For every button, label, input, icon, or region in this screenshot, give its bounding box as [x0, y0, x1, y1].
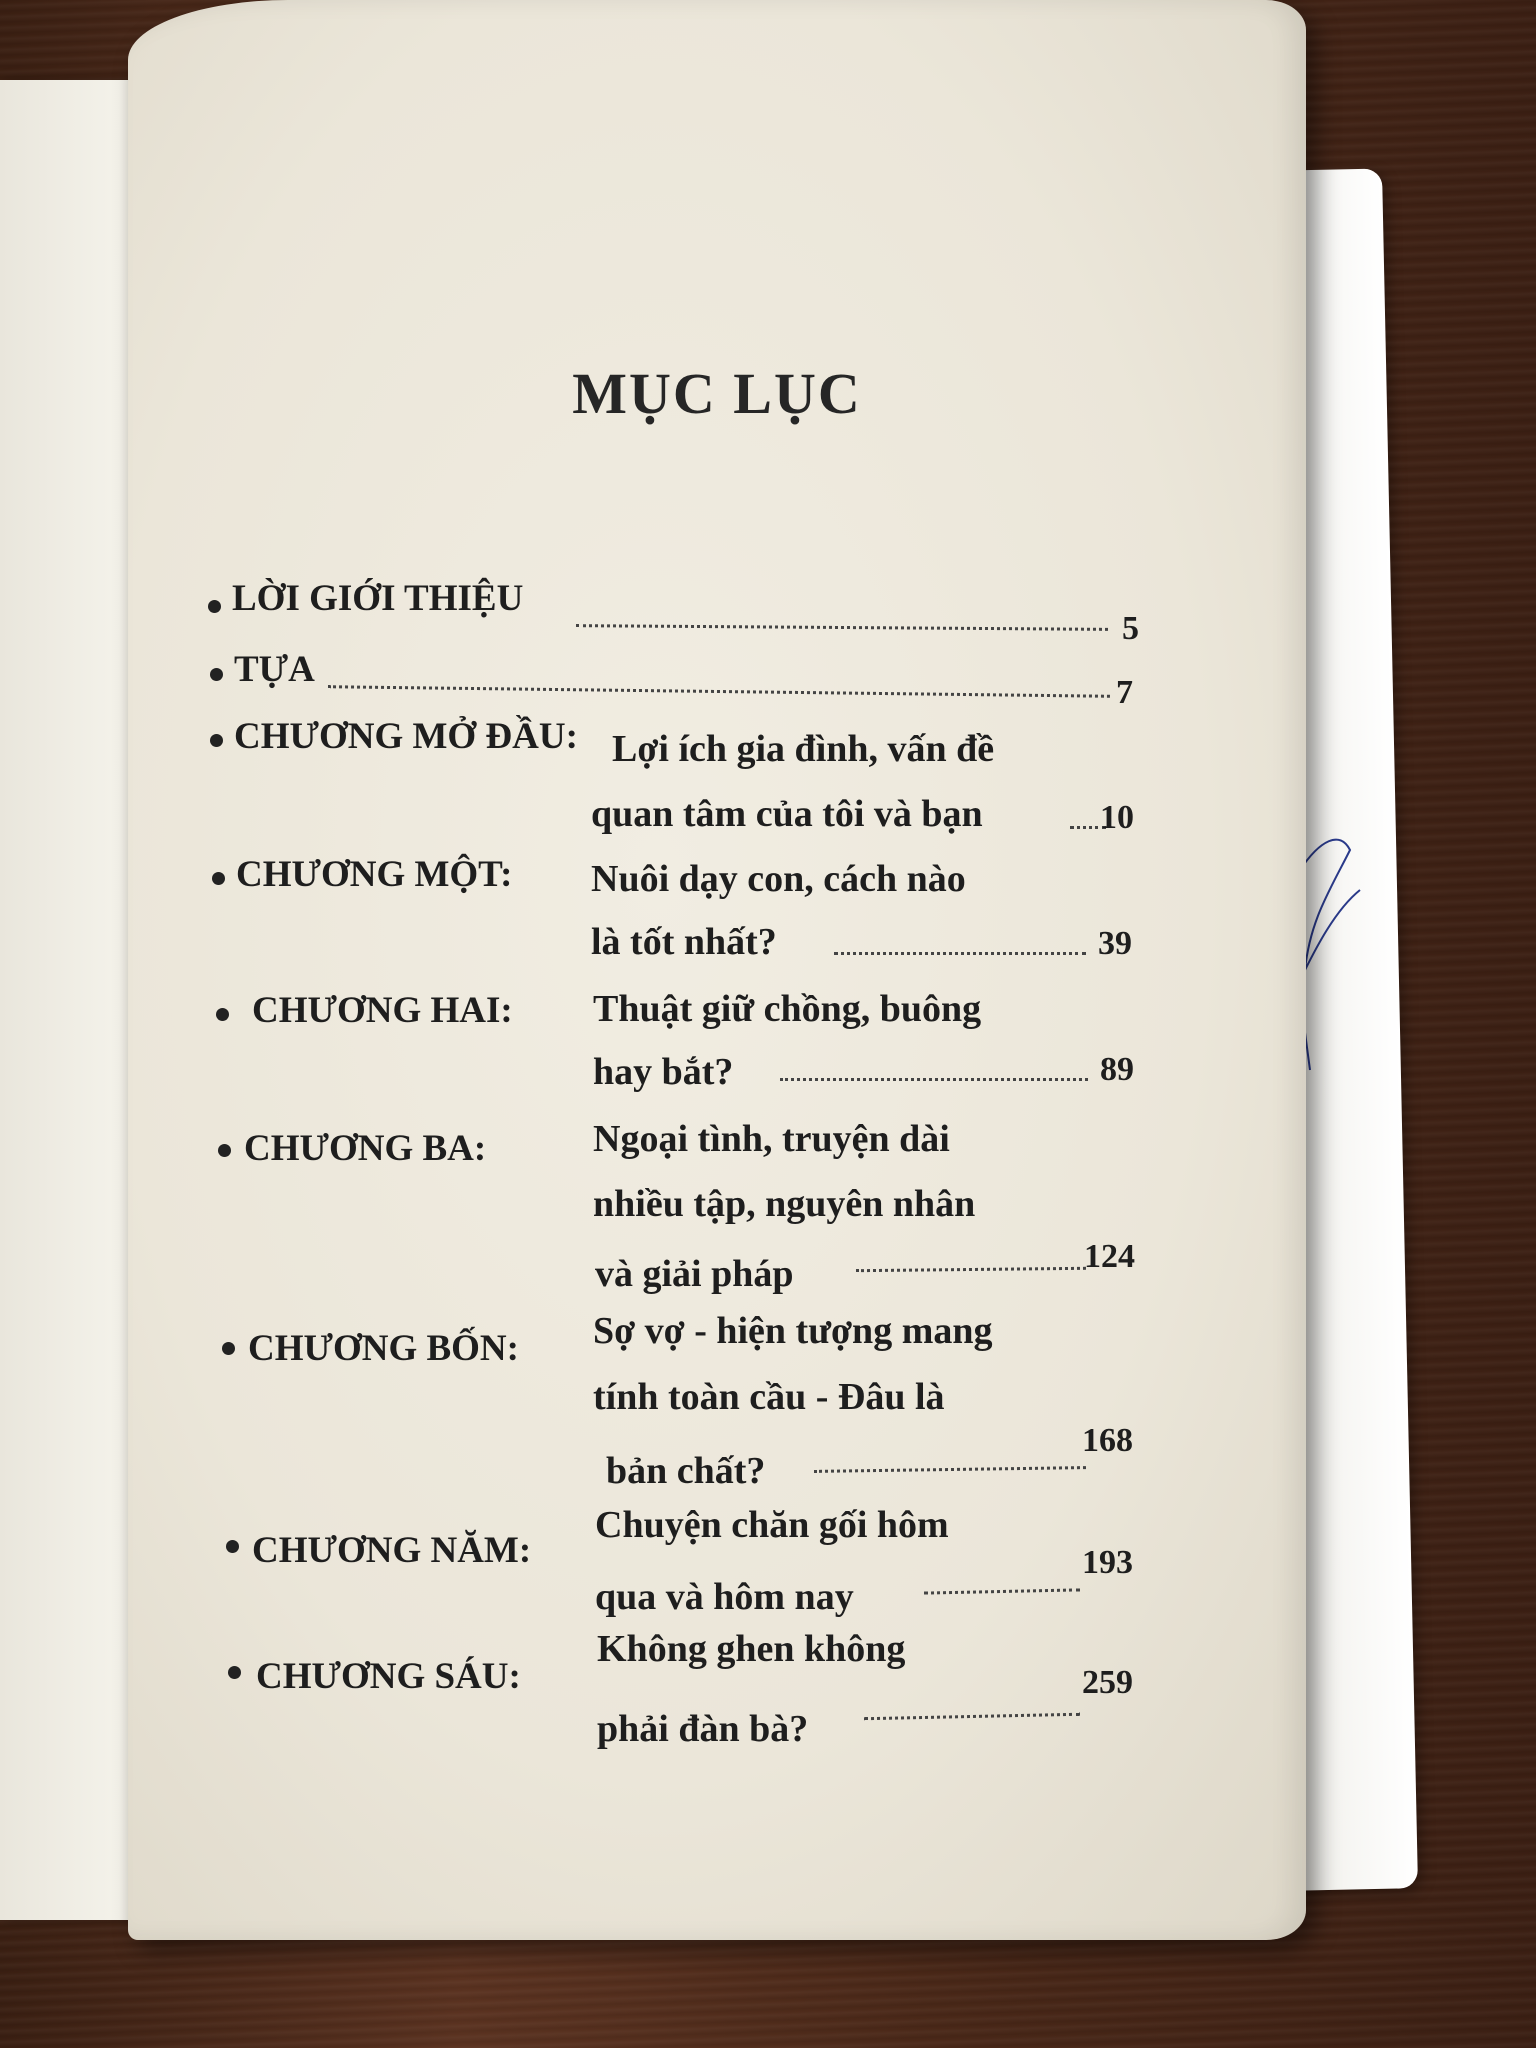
toc-label: CHƯƠNG BA:: [244, 1128, 487, 1169]
dot-leader: [328, 685, 1110, 698]
dot-leader: [924, 1588, 1080, 1594]
page-number: 193: [1082, 1544, 1133, 1581]
toc-label: CHƯƠNG HAI:: [252, 990, 513, 1031]
toc-label: CHƯƠNG BỐN:: [248, 1328, 519, 1369]
page-number: 124: [1084, 1238, 1135, 1275]
toc-description: Nuôi dạy con, cách nào: [591, 858, 966, 900]
dot-leader: [780, 1078, 1088, 1081]
toc-description: là tốt nhất?: [591, 921, 777, 963]
toc-label: TỰA: [234, 649, 315, 690]
bullet-icon: [222, 1342, 235, 1355]
toc-description: quan tâm của tôi và bạn: [591, 793, 983, 835]
bullet-icon: [210, 734, 223, 747]
bullet-icon: [218, 1144, 231, 1157]
toc-label: CHƯƠNG MỞ ĐẦU:: [234, 716, 578, 757]
bullet-icon: [212, 872, 225, 885]
bullet-icon: [216, 1008, 229, 1021]
page-title: MỤC LỤC: [572, 361, 862, 426]
toc-description: hay bắt?: [593, 1051, 734, 1093]
bullet-icon: [226, 1540, 239, 1553]
toc-label: CHƯƠNG SÁU:: [256, 1656, 521, 1697]
toc-description: Thuật giữ chồng, buông: [593, 988, 982, 1030]
dot-leader: [576, 624, 1108, 631]
toc-label: CHƯƠNG MỘT:: [236, 854, 513, 895]
page-number: 259: [1082, 1664, 1133, 1701]
page-number: 89: [1100, 1051, 1134, 1088]
dot-leader: [814, 1466, 1086, 1473]
toc-description: Ngoại tình, truyện dài: [593, 1118, 950, 1160]
dot-leader: [856, 1267, 1086, 1272]
page-number: 39: [1098, 925, 1132, 962]
toc-description: Lợi ích gia đình, vấn đề: [612, 728, 995, 770]
bullet-icon: [210, 668, 223, 681]
toc-description: phải đàn bà?: [597, 1708, 809, 1750]
book-page: [128, 0, 1306, 1940]
toc-description: Không ghen không: [597, 1628, 906, 1670]
page-number: 5: [1122, 610, 1139, 647]
toc-description: và giải pháp: [595, 1253, 794, 1295]
dot-leader: [864, 1713, 1080, 1721]
toc-description: nhiều tập, nguyên nhân: [593, 1183, 976, 1225]
toc-description: bản chất?: [606, 1450, 766, 1492]
toc-description: Sợ vợ - hiện tượng mang: [593, 1310, 993, 1352]
toc-label: CHƯƠNG NĂM:: [252, 1530, 532, 1571]
toc-description: tính toàn cầu - Đâu là: [593, 1376, 945, 1418]
page-number: 168: [1082, 1422, 1133, 1459]
toc-description: qua và hôm nay: [595, 1576, 854, 1618]
page-number: 10: [1100, 799, 1134, 836]
toc-description: Chuyện chăn gối hôm: [595, 1504, 949, 1546]
bullet-icon: [208, 600, 221, 613]
bullet-icon: [228, 1666, 241, 1679]
toc-label: LỜI GIỚI THIỆU: [232, 578, 524, 619]
page-number: 7: [1116, 674, 1133, 711]
dot-leader: [834, 952, 1086, 955]
